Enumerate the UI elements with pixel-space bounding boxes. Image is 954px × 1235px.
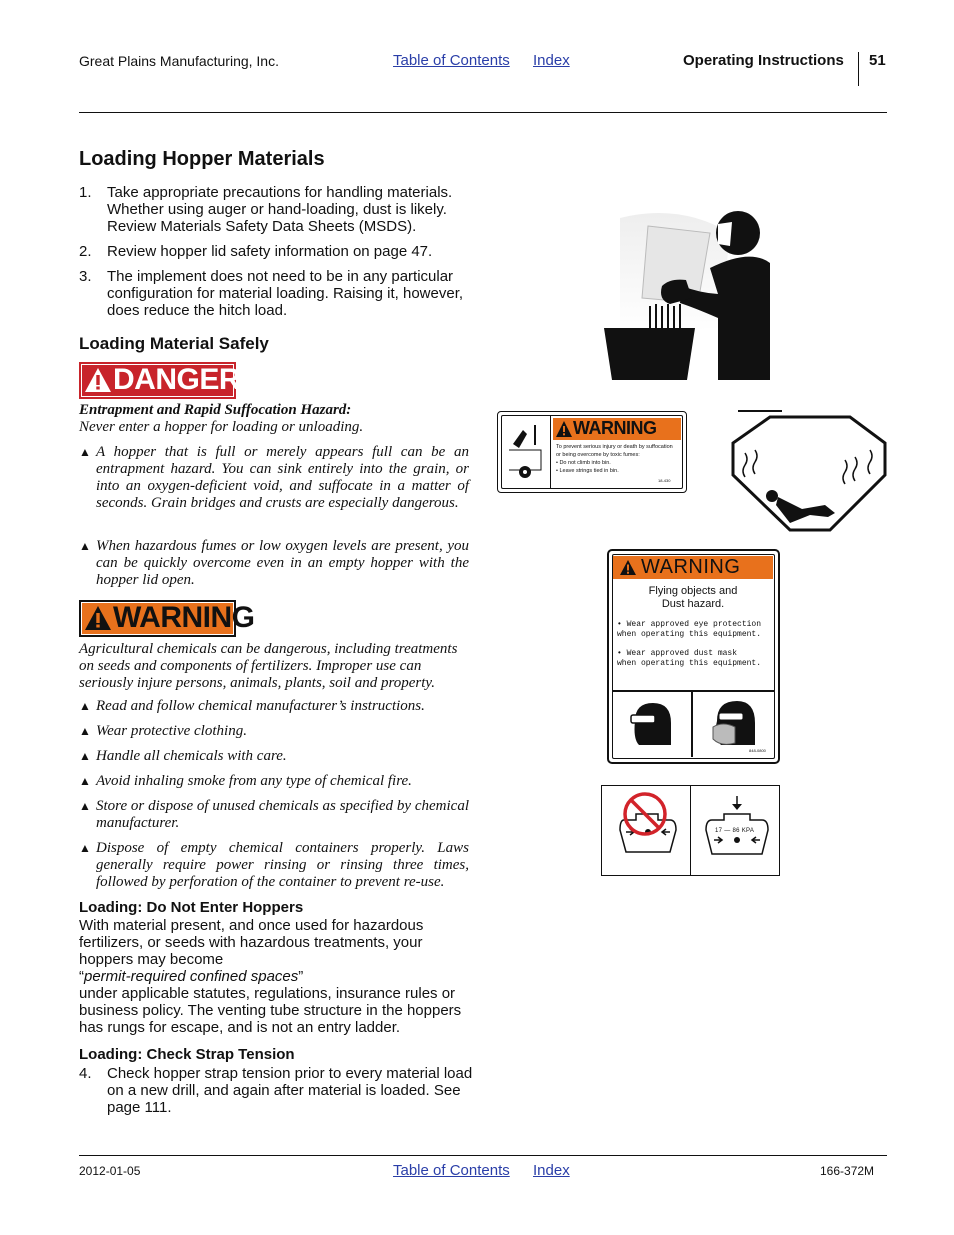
steps-list [79,184,479,324]
do-not-enter-paragraph: With material present, and once used for hazardous fertilizers, or seeds with hazardous treatments, your hoppers may become “permit-required confined spaces” under applicable statutes, regulations, insurance rules or business policy. The venting tube structure in the hoppers has rungs for escape, and is not an entry ladder. [79,917,462,1036]
warning-banner [79,600,255,637]
bullet-text: Read and follow chemical manufacturer’s instructions. [96,698,425,714]
danger-word: DANGER [113,363,241,396]
footer-doc-number: 166-372M [820,1164,875,1178]
bullet-text: Dispose of empty chemical containers properly. Laws generally require power rinsing or rinsing three times, followed by perforation of the container to prevent re-use. [96,840,469,890]
header-divider [858,52,859,86]
danger-alert-icon [84,367,112,393]
header-toc-link[interactable]: Table of Contents [393,52,510,69]
dust-decal-header [613,556,773,579]
dust-decal-code: 848-0800 [749,748,766,753]
decal-warning-header [553,418,681,440]
hopper-pressure-decal [601,785,780,876]
dust-decal-warning-word: WARNING [641,556,741,578]
step-text: The implement does not need to be in any particular configuration for material loading. Raising it, however, does reduce the hitch load. [107,268,464,319]
hopper-loading-illustration [600,208,775,383]
decal-text [556,443,680,475]
triangle-bullet-icon: ▲ [79,841,91,855]
decal-alert-icon [555,420,573,438]
step-text: Check hopper strap tension prior to every material load on a new drill, and again after material is loaded. See page 111. [107,1065,473,1116]
header-rule [79,112,887,113]
dust-decal-alert-icon [619,559,637,576]
bullet-text: Store or dispose of unused chemicals as specified by chemical manufacturer. [96,798,469,831]
step-text: Review hopper lid safety information on page 47. [107,243,433,260]
decal-line: • Leave strings tied in bin. [556,468,619,474]
warning-word: WARNING [113,601,255,634]
dust-decal-title-line: Flying objects and [648,585,738,597]
decal-line: To prevent serious injury or death by suffocation [556,444,673,450]
danger-intro: Never enter a hopper for loading or unloading. [79,419,364,435]
bullet-text: Wear protective clothing. [96,723,247,739]
dust-decal-line: when operating this equipment. [617,659,762,668]
footer-rule [79,1155,887,1156]
triangle-bullet-icon: ▲ [79,539,91,553]
bin-entrapment-icon [505,420,545,480]
danger-heading: Entrapment and Rapid Suffocation Hazard: [79,402,352,418]
bullet-text: Handle all chemicals with care. [96,748,287,764]
warning-alert-icon [84,605,112,631]
pressure-range-label: 17 — 86 KPA [715,828,755,834]
decal-warning-word: WARNING [573,418,657,438]
dust-decal-line: when operating this equipment. [617,630,762,639]
company-name: Great Plains Manufacturing, Inc. [79,53,279,69]
dust-decal-title-line: Dust hazard. [661,598,725,610]
triangle-bullet-icon: ▲ [79,799,91,813]
bullet-text: Avoid inhaling smoke from any type of chemical fire. [96,773,412,789]
do-not-enter-heading: Loading: Do Not Enter Hoppers [79,899,304,916]
footer-date: 2012-01-05 [79,1164,141,1178]
dust-decal-line: • Wear approved eye protection [617,620,762,629]
dust-hazard-warning-decal [607,549,780,764]
step-number: 3. [79,268,92,285]
section-title: Operating Instructions [683,52,844,69]
triangle-bullet-icon: ▲ [79,724,91,738]
strap-heading: Loading: Check Strap Tension [79,1046,295,1063]
decal-line: or being overcome by toxic fumes: [556,452,640,458]
page-title: Loading Hopper Materials [79,148,325,170]
suffocation-warning-decal [497,411,687,493]
do-not-enter-text: With material present, and once used for hazardous fertilizers, or seeds with hazardous treatments, your hoppers may become [79,917,424,968]
danger-bullets [79,444,471,594]
dust-decal-instructions [617,620,773,669]
step-number: 4. [79,1065,92,1082]
dust-decal-title [613,585,773,611]
confined-spaces-term: permit-required confined spaces [84,968,299,985]
header-index-link[interactable]: Index [533,52,570,69]
section-subtitle: Loading Material Safely [79,334,269,353]
dust-decal-line: • Wear approved dust mask [617,649,738,658]
triangle-bullet-icon: ▲ [79,774,91,788]
footer-index-link[interactable]: Index [533,1162,570,1179]
step-number: 1. [79,184,92,201]
hopper-entrapment-illustration [730,405,890,535]
footer-toc-link[interactable]: Table of Contents [393,1162,510,1179]
bullet-text: When hazardous fumes or low oxygen levels are present, you can be quickly overcome even in an empty hopper with the hopper lid open. [96,538,469,588]
triangle-bullet-icon: ▲ [79,699,91,713]
warning-bullets [79,698,471,893]
triangle-bullet-icon: ▲ [79,749,91,763]
dust-mask-icon [709,697,759,749]
decal-code: 18-430 [658,478,671,483]
eye-protection-icon [629,699,675,749]
danger-banner [79,362,241,399]
decal-line: • Do not climb into bin. [556,460,611,466]
do-not-enter-text-2: under applicable statutes, regulations, insurance rules or business policy. The venting tube structure in the hoppers has rungs for escape, and is not an entry ladder. [79,985,462,1036]
step-text: Take appropriate precautions for handling materials. Whether using auger or hand-loading, dust is likely. Review Materials Safety Data Sheets (MSDS). [107,184,453,235]
page-number: 51 [869,52,886,69]
triangle-bullet-icon: ▲ [79,445,91,459]
step-number: 2. [79,243,92,260]
no-pressure-prohibited-icon [612,790,684,866]
bullet-text: A hopper that is full or merely appears full can be an entrapment hazard. You can sink entirely into the grain, or into an oxygen-deficient void, and suffocate in a matter of seconds. Grain bridges and crusts are especially dangerous. [96,444,469,511]
warning-intro: Agricultural chemicals can be dangerous, including treatments on seeds and components of fertilizers. Improper use can seriously injure persons, animals, plants, soil and property. [79,641,458,691]
strap-step [79,1065,479,1120]
